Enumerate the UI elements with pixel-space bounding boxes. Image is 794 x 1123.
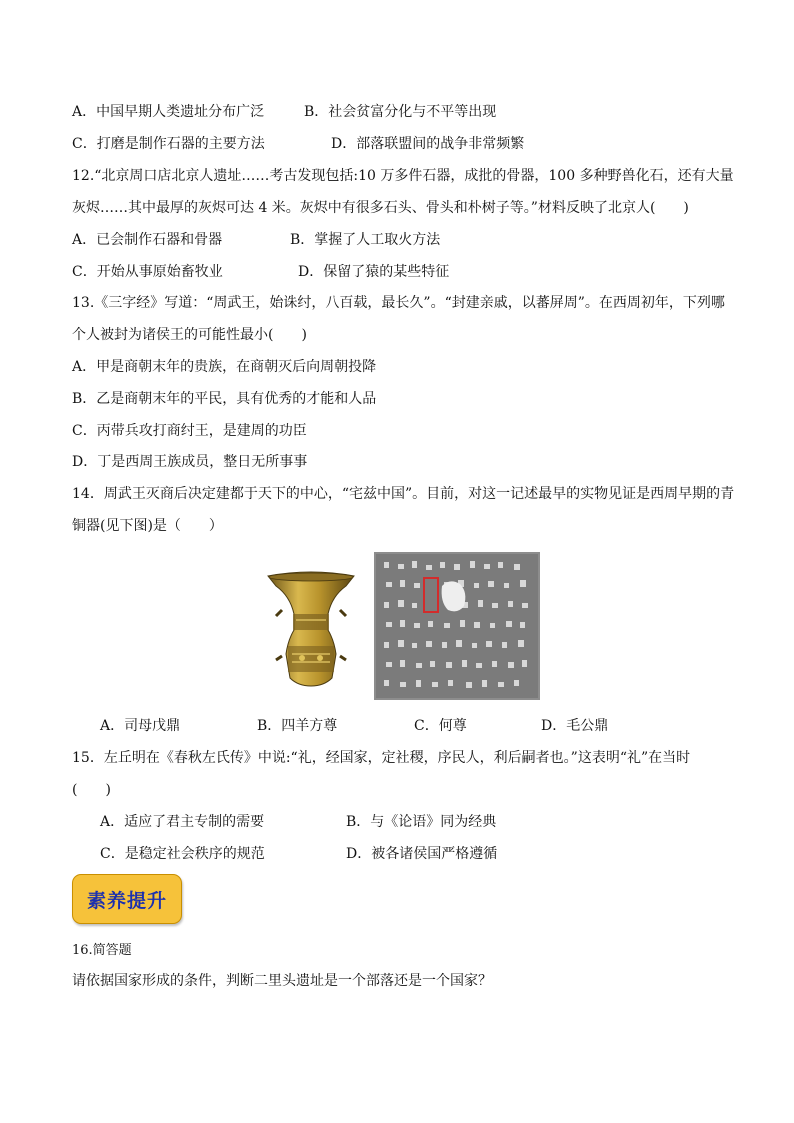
q13-option-d: D．丁是西周王族成员，整日无所事事 [72, 454, 308, 470]
q14-option-d: D．毛公鼎 [541, 718, 609, 734]
q12-option-c: C．开始从事原始畜牧业 [72, 264, 223, 280]
section-badge [72, 874, 182, 924]
q14-stem-line2: 铜器(见下图)是（ ） [72, 518, 223, 534]
q12-stem-line2: 灰烬……其中最厚的灰烬可达 4 米。灰烬中有很多石头、骨头和朴树子等。”材料反映了北京人( ) [72, 200, 689, 216]
q16-title: 16.简答题 [72, 943, 132, 958]
q14-option-b: B．四羊方尊 [257, 718, 338, 734]
q11-option-c: C．打磨是制作石器的主要方法 [72, 136, 265, 152]
bronze-zun-vessel-image [262, 570, 360, 690]
q15-option-d: D．被各诸侯国严格遵循 [346, 846, 498, 862]
q15-option-b: B．与《论语》同为经典 [346, 814, 497, 830]
q14-option-a: A．司母戊鼎 [100, 718, 181, 734]
q12-stem-line1: 12.“北京周口店北京人遗址……考古发现包括:10 万多件石器，成批的骨器，100 多种野兽化石，还有大量 [72, 168, 734, 184]
q16-stem: 请依据国家形成的条件，判断二里头遗址是一个部落还是一个国家？ [72, 973, 492, 989]
q13-stem-line1: 13.《三字经》写道：“周武王，始诛纣，八百载，最长久”。“封建亲戚，以蕃屏周”。在西周初年，下列哪 [72, 295, 725, 311]
section-badge-label: 素养提升 [86, 889, 167, 912]
q13-option-c: C．丙带兵攻打商纣王，是建周的功臣 [72, 423, 307, 439]
q12-option-a: A．已会制作石器和骨器 [72, 232, 223, 248]
q12-option-b: B．掌握了人工取火方法 [290, 232, 441, 248]
q15-stem-line2: ( ) [72, 782, 111, 798]
q13-stem-line2: 个人被封为诸侯王的可能性最小( ) [72, 327, 307, 343]
q15-option-c: C．是稳定社会秩序的规范 [100, 846, 265, 862]
q14-option-c: C．何尊 [414, 718, 467, 734]
inscription-rubbing-image [374, 552, 540, 700]
q15-stem-line1: 15．左丘明在《春秋左氏传》中说:“礼，经国家，定社稷，序民人，利后嗣者也。”这表明“礼”在当时 [72, 750, 691, 766]
bronze-vessel-figure [262, 552, 544, 700]
q13-option-b: B．乙是商朝末年的平民，具有优秀的才能和人品 [72, 391, 377, 407]
q13-option-a: A．甲是商朝末年的贵族，在商朝灭后向周朝投降 [72, 359, 377, 375]
q11-option-b: B．社会贫富分化与不平等出现 [304, 104, 497, 120]
q14-stem-line1: 14．周武王灭商后决定建都于天下的中心，“宅兹中国”。目前，对这一记述最早的实物见证是西周早期的青 [72, 486, 735, 502]
q11-option-a: A．中国早期人类遗址分布广泛 [72, 104, 265, 120]
q12-option-d: D．保留了猿的某些特征 [298, 264, 450, 280]
q11-option-d: D．部落联盟间的战争非常频繁 [331, 136, 525, 152]
q15-option-a: A．适应了君主专制的需要 [100, 814, 265, 830]
